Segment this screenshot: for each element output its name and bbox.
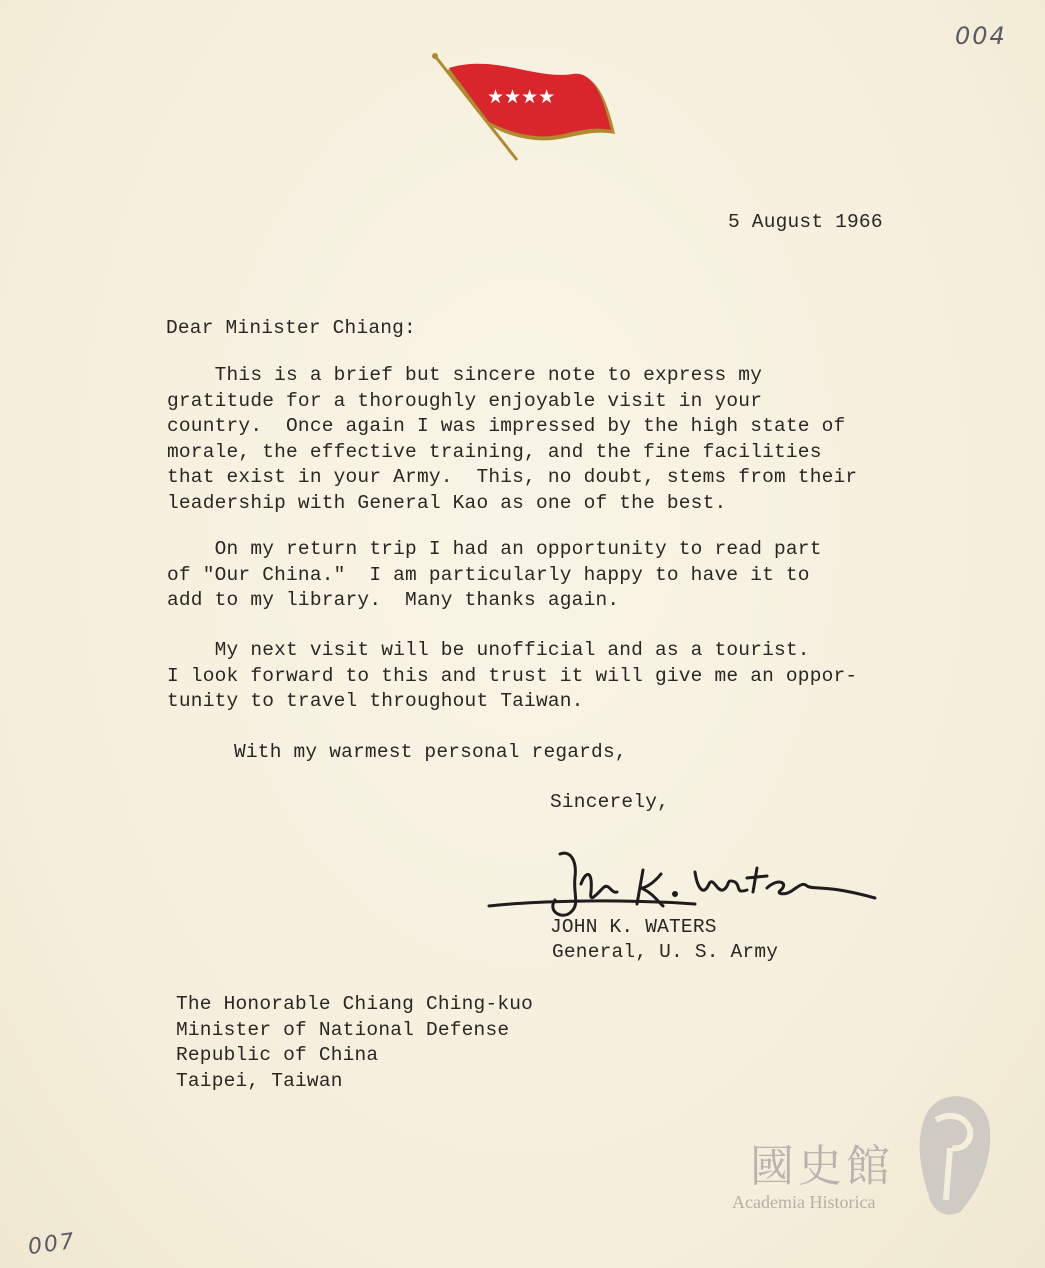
four-star-flag-icon [425, 48, 625, 168]
watermark-latin: Academia Historica [732, 1192, 876, 1212]
flag-stars: ★★★★ [487, 86, 556, 108]
watermark-chinese: 國史館 [750, 1141, 894, 1192]
closing-regards: With my warmest personal regards, [234, 741, 627, 763]
archive-page-number-top: 004 [955, 22, 1007, 50]
paragraph-1: This is a brief but sincere note to express my gratitude for a thoroughly enjoyable visit in your country. Once again I was impressed by the high state of morale, the effective training, and the fine facilities that exist in your Army. This, no doubt, stems from their leadership with General Kao as one of the best. [167, 364, 858, 514]
signatory-name: JOHN K. WATERS [550, 916, 717, 938]
signatory-title: General, U. S. Army [552, 941, 779, 963]
archive-emblem-icon [900, 1090, 995, 1220]
paragraph-3: My next visit will be unofficial and as a tourist. I look forward to this and trust it will give me an oppor- tunity to travel throughout Taiwan. [167, 639, 858, 712]
archive-watermark [730, 1090, 1000, 1220]
paragraph-2: On my return trip I had an opportunity to read part of "Our China." I am particularly happy to have it to add to my library. Many thanks again. [167, 538, 822, 611]
closing-sincerely: Sincerely, [550, 791, 670, 813]
recipient-address: The Honorable Chiang Ching-kuo Minister of National Defense Republic of China Taipei, Taiwan [176, 993, 534, 1092]
archive-page-number-bottom: 007 [26, 1228, 78, 1261]
salutation: Dear Minister Chiang: [166, 317, 416, 339]
letter-date: 5 August 1966 [728, 211, 883, 233]
